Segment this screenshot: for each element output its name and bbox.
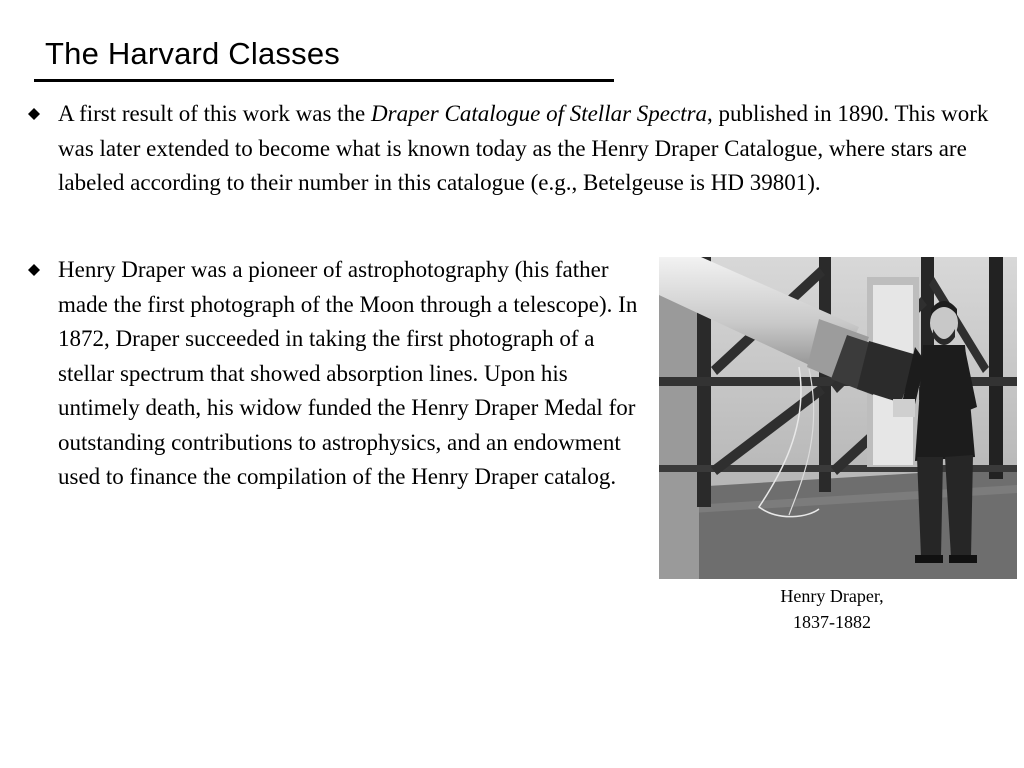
bullet-text: Henry Draper was a pioneer of astrophotography (his father made the first photograph of the Moon through a telescope). In 1872, Draper succeeded in taking the first photograph of a stellar spectrum that showed absorption lines. Upon his untimely death, his widow funded the Henry Draper Medal for outstanding contributions to astrophysics, and an endowment used to finance the compilation of the Henry Draper catalog. (58, 257, 638, 489)
title-underline (34, 79, 614, 82)
henry-draper-photo (659, 257, 1017, 579)
photo-caption (737, 583, 927, 635)
bullet-text-post: , published in 1890. This work was later extended to become what is known today as the Henry Draper Catalogue, where stars are labeled according to their number in this catalogue (e.g., Betelgeuse is HD 39801). (58, 101, 989, 195)
slide-title: The Harvard Classes (45, 36, 340, 71)
bullet-text-italic: Draper Catalogue of Stellar Spectra (371, 101, 708, 126)
diamond-bullet-icon (28, 264, 40, 276)
diamond-bullet-icon (28, 108, 40, 120)
bullet-draper-catalogue (58, 97, 998, 201)
caption-dates: 1837-1882 (793, 612, 871, 632)
bullet-henry-draper (58, 253, 638, 495)
caption-name: Henry Draper, (780, 586, 884, 606)
bullet-text-pre: A first result of this work was the (58, 101, 372, 126)
